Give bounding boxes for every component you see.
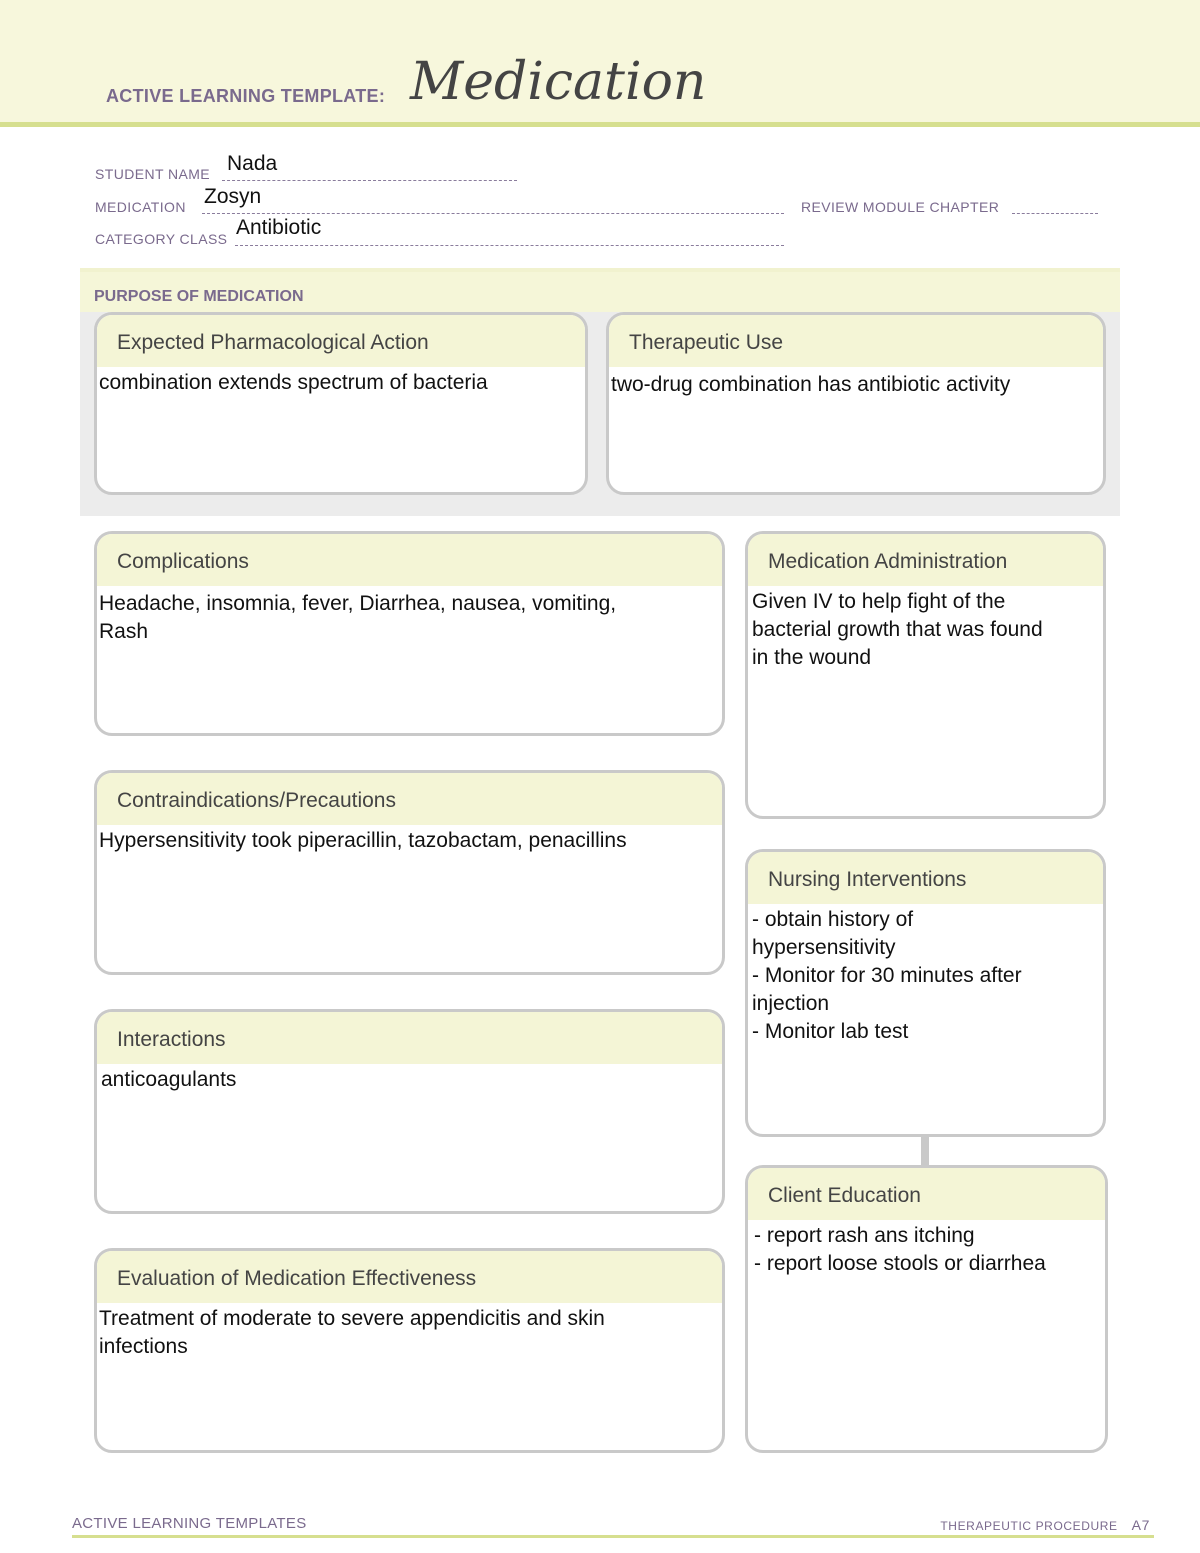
category-class-label: CATEGORY CLASS bbox=[95, 231, 228, 247]
box-connector bbox=[921, 1136, 929, 1166]
evaluation-text[interactable]: Treatment of moderate to severe appendicitis and skin infections bbox=[99, 1307, 605, 1358]
complications-title: Complications bbox=[117, 550, 249, 573]
nursing-interventions-box bbox=[745, 849, 1106, 1137]
expected-action-header bbox=[97, 315, 585, 367]
student-name-label: STUDENT NAME bbox=[95, 166, 210, 182]
medication-line bbox=[202, 213, 784, 214]
contraindications-box bbox=[94, 770, 725, 975]
category-class-line bbox=[235, 245, 784, 246]
contraindications-title: Contraindications/Precautions bbox=[117, 789, 396, 812]
expected-action-text[interactable]: combination extends spectrum of bacteria bbox=[99, 371, 488, 394]
client-education-title: Client Education bbox=[768, 1184, 921, 1207]
complications-text[interactable]: Headache, insomnia, fever, Diarrhea, nausea, vomiting, Rash bbox=[99, 592, 617, 643]
administration-header bbox=[748, 534, 1103, 586]
evaluation-header bbox=[97, 1251, 722, 1303]
review-module-field[interactable] bbox=[1012, 213, 1098, 214]
contraindications-header bbox=[97, 773, 722, 825]
student-name-field[interactable]: Nada bbox=[227, 152, 278, 175]
nursing-interventions-text[interactable]: - obtain history of hypersensitivity - Monitor for 30 minutes after injection - Monitor lab test bbox=[752, 908, 1022, 1043]
complications-box bbox=[94, 531, 725, 736]
category-class-field[interactable]: Antibiotic bbox=[236, 216, 322, 239]
footer-right bbox=[940, 1517, 1150, 1533]
therapeutic-use-box bbox=[606, 312, 1106, 495]
student-name-line bbox=[222, 180, 517, 181]
contraindications-text[interactable]: Hypersensitivity took piperacillin, tazobactam, penacillins bbox=[99, 829, 627, 852]
nursing-interventions-header bbox=[748, 852, 1103, 904]
administration-box bbox=[745, 531, 1106, 819]
interactions-title: Interactions bbox=[117, 1028, 226, 1051]
administration-title: Medication Administration bbox=[768, 550, 1008, 573]
review-module-label: REVIEW MODULE CHAPTER bbox=[801, 199, 1000, 215]
evaluation-title: Evaluation of Medication Effectiveness bbox=[117, 1267, 477, 1290]
interactions-header bbox=[97, 1012, 722, 1064]
page-number: A7 bbox=[1131, 1517, 1150, 1533]
client-education-box bbox=[745, 1165, 1108, 1453]
purpose-label: PURPOSE OF MEDICATION bbox=[94, 288, 304, 305]
medication-field[interactable]: Zosyn bbox=[204, 185, 262, 208]
nursing-interventions-title: Nursing Interventions bbox=[768, 868, 967, 891]
therapeutic-use-text[interactable]: two-drug combination has antibiotic activity bbox=[611, 373, 1011, 396]
complications-header bbox=[97, 534, 722, 586]
interactions-text[interactable]: anticoagulants bbox=[101, 1068, 237, 1091]
expected-action-box bbox=[94, 312, 588, 495]
interactions-box bbox=[94, 1009, 725, 1214]
template-label: ACTIVE LEARNING TEMPLATE: bbox=[106, 86, 386, 106]
client-education-text[interactable]: - report rash ans itching - report loose stools or diarrhea bbox=[754, 1224, 1046, 1275]
client-education-header bbox=[748, 1168, 1105, 1220]
purpose-header bbox=[80, 272, 1120, 312]
footer-left-label: ACTIVE LEARNING TEMPLATES bbox=[72, 1515, 307, 1532]
footer-rule bbox=[72, 1535, 1154, 1538]
therapeutic-use-title: Therapeutic Use bbox=[629, 331, 784, 354]
expected-action-title: Expected Pharmacological Action bbox=[117, 331, 429, 354]
footer-right-label: THERAPEUTIC PROCEDURE bbox=[940, 1519, 1118, 1533]
evaluation-box bbox=[94, 1248, 725, 1453]
therapeutic-use-header bbox=[609, 315, 1103, 367]
administration-text[interactable]: Given IV to help fight of the bacterial growth that was found in the wound bbox=[752, 590, 1043, 669]
page-title: Medication bbox=[410, 52, 707, 112]
medication-label: MEDICATION bbox=[95, 199, 186, 215]
